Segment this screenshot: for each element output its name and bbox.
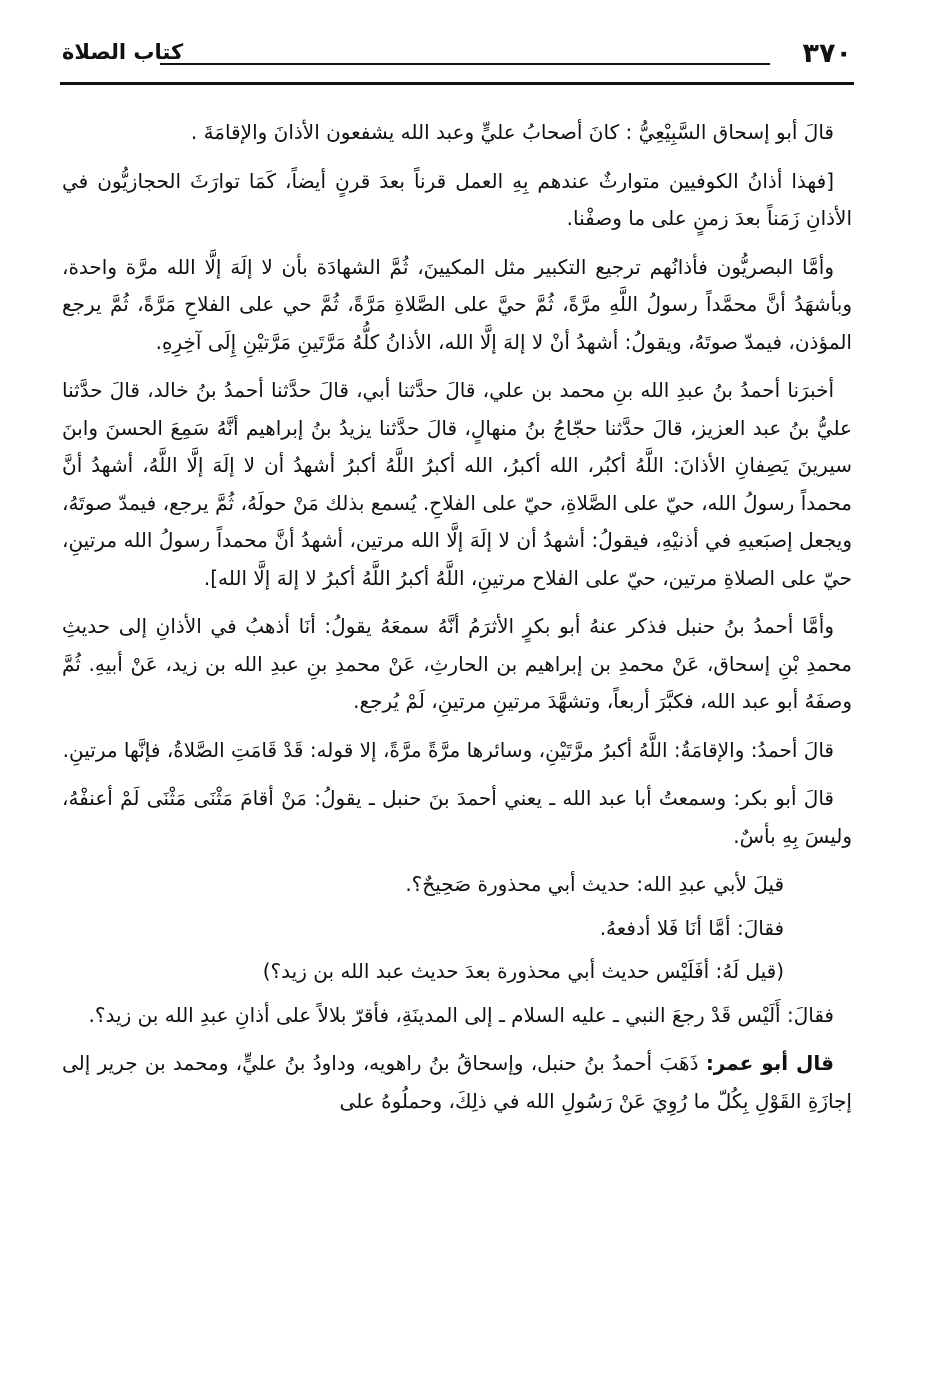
page-body xyxy=(62,114,852,1131)
paragraph-text: فقالَ: أمَّا أنَا فَلا أدفعهُ. xyxy=(599,915,784,940)
paragraph-text: وأمَّا البصريُّون فأذانُهم ترجيع التكبير مثل المكيينَ، ثُمَّ الشهادَة بأن لا إلَهَ إلَّا الله مرَّة واحدة، وبأشهَدُ أنَّ محمَّداً رسولُ اللَّهِ مرَّةً، ثُمَّ حيَّ على الصَّلاةِ مَرَّةً، ثُمَّ حي على الفلاحِ مَرَّةً، ثُمَّ يرجع المؤذن، فيمدّ صوتَهُ، ويقولُ: أشهدُ أنْ لا إلهَ إلَّا الله، الأذانُ كلُّهُ مَرَّتَينِ مَرَّتيْنِ إِلَى آخِرِهِ. xyxy=(62,254,852,354)
text-paragraph xyxy=(62,910,852,948)
paragraph-text: قيلَ لأبي عبدِ الله: حديث أبي محذورة صَحِيحٌ؟. xyxy=(405,872,784,896)
paragraph-text: (قيل لَهُ: أفَلَيْس حديث أبي محذورة بعدَ حديث عبد الله بن زيد؟) xyxy=(262,959,784,983)
text-paragraph xyxy=(62,608,852,721)
book-title: كتاب الصلاة xyxy=(62,40,184,64)
paragraph-text: ذَهَبَ أحمدُ بنُ حنبل، وإسحاقُ بنُ راهويه، وداودُ بنُ عليٍّ، ومحمد بن جرير إلى إجازَةِ القَوْلِ بِكُلّ ما رُوِيَ عَنْ رَسُولِ الله في ذلِكَ، وحملُوهُ على xyxy=(62,1051,852,1113)
text-paragraph xyxy=(62,780,852,855)
text-paragraph xyxy=(62,732,852,770)
page-header xyxy=(62,30,852,74)
paragraph-text: قالَ أبو بكر: وسمعتُ أبا عبد الله ـ يعني أحمدَ بنَ حنبل ـ يقولُ: مَنْ أقامَ مَثْنَى مَثْنَى لَمْ أعنفْهُ، وليسَ بِهِ بأسٌ. xyxy=(62,786,852,848)
text-paragraph xyxy=(62,866,852,904)
text-paragraph xyxy=(62,953,852,991)
header-divider-line xyxy=(160,63,770,65)
text-paragraph xyxy=(62,997,852,1035)
paragraph-text: قالَ أبو إسحاق السَّبِيْعِيُّ : كانَ أصحابُ عليٍّ وعبد الله يشفعون الأذانَ والإقامَةَ . xyxy=(190,120,834,144)
text-paragraph xyxy=(62,163,852,238)
text-paragraph xyxy=(62,372,852,597)
text-paragraph xyxy=(62,1045,852,1120)
header-rule xyxy=(60,82,854,85)
paragraph-text: فقالَ: أَلَيْس قَدْ رجعَ النبي ـ عليه السلام ـ إلى المدينَةِ، فأقرّ بلالاً على أذانِ عبدِ الله بن زيد؟. xyxy=(88,1002,834,1027)
speaker-label: قال أبو عمر: xyxy=(705,1051,834,1075)
paragraph-text: أخبرَنا أحمدُ بنُ عبدِ الله بنِ محمد بن علي، قالَ حدَّثنا أبي، قالَ حدَّثنا أحمدُ بنُ خالد، قالَ حدَّثنا عليُّ بنُ عبد العزيز، قالَ حدَّثنا حجّاجُ بنُ منهالٍ، قالَ حدَّثنا يزيدُ بنُ إبراهيم أنَّهُ سَمِعَ الحسنَ وابنَ سيرينَ يَصِفانِ الأذانَ: اللَّهُ أكبُر، الله أكبرُ، الله أكبرُ اللَّهُ أكبرُ أشهدُ أن لا إلَهَ إلَّا اللَّهُ، أشهدُ أنَّ محمداً رسولُ الله، حيّ على الصَّلاةِ، حيّ على الفلاحِ. يُسمع بذلك مَنْ حولَهُ، ثُمَّ يرجع، فيمدّ صوتَهُ، ويجعل إصبَعيهِ في أذنيْهِ، فيقولُ: أشهدُ أن لا إلَهَ إلَّا الله مرتين، أشهدُ أنَّ محمداً رسولُ الله مرتينِ، حيّ على الصلاةِ مرتين، حيّ على الفلاح مرتينِ، اللَّهُ أكبرُ اللَّهُ أكبرُ لا إلهَ إلَّا الله]. xyxy=(62,378,852,590)
page-number: ٣٧٠ xyxy=(802,38,852,69)
text-paragraph xyxy=(62,114,852,152)
book-page xyxy=(62,30,852,1360)
paragraph-text: قالَ أحمدُ: والإقامَةُ: اللَّهُ أكبرُ مرَّتَيْنِ، وسائرها مرَّةً مرَّةً، إلا قوله: قَدْ قَامَتِ الصَّلاةُ، فإنَّها مرتينِ. xyxy=(62,737,834,762)
text-paragraph xyxy=(62,249,852,362)
paragraph-text: [فهذا أذانُ الكوفيين متوارثٌ عندهم بِهِ العمل قرناً بعدَ قرنٍ أيضاً، كَمَا توارَثَ الحجازيُّون في الأذانِ زَمَناً بعدَ زمنٍ على ما وصفْنا. xyxy=(62,168,852,230)
paragraph-text: وأمَّا أحمدُ بنُ حنبل فذكر عنهُ أبو بكرٍ الأثرَمُ أنَّهُ سمعَهُ يقولُ: أنَا أذهبُ في الأذانِ إلى حديثِ محمدِ بْنِ إسحاق، عَنْ محمدِ بن إبراهيم بن الحارثِ، عَنْ محمدِ بنِ عبدِ الله بن زيد، عَنْ أبيهِ. ثُمَّ وصفَهُ أبو عبد الله، فكبَّرَ أربعاً، وتشهَّدَ مرتينِ مرتينِ، لَمْ يُرجع. xyxy=(62,614,852,713)
